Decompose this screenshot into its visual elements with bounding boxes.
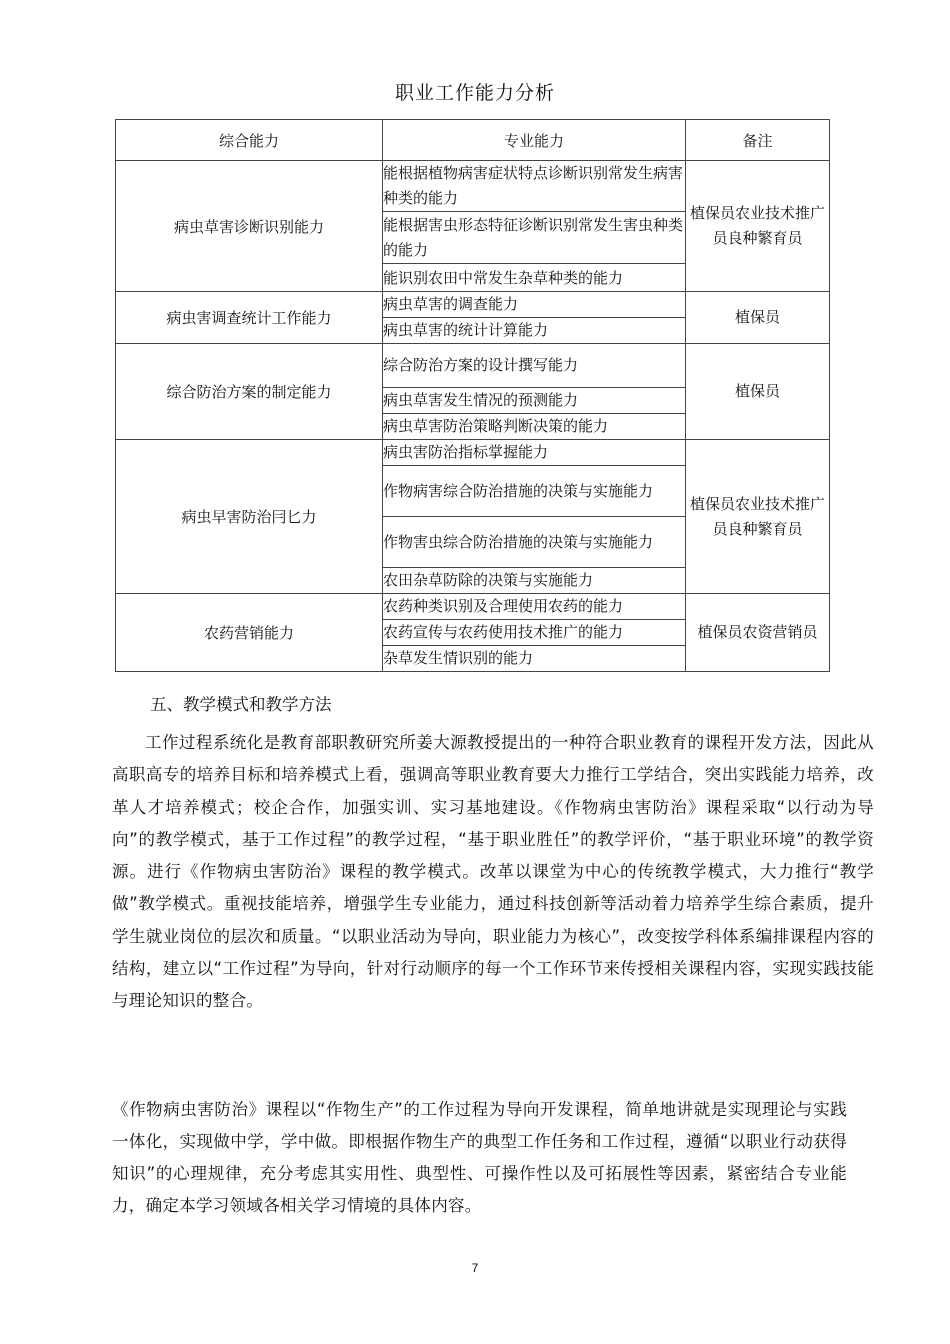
- comprehensive-ability: 农药营销能力: [116, 594, 383, 672]
- professional-ability: 病虫草害的调查能力: [383, 292, 686, 318]
- note-cell: 植保员: [686, 344, 830, 440]
- header-professional: 专业能力: [383, 120, 686, 161]
- table-row: [116, 594, 830, 620]
- header-note: 备注: [686, 120, 830, 161]
- professional-ability: 病虫草害发生情况的预测能力: [383, 388, 686, 414]
- table-row: [116, 344, 830, 388]
- professional-ability: 病虫草害的统计计算能力: [383, 318, 686, 344]
- professional-ability: 农药种类识别及合理使用农药的能力: [383, 594, 686, 620]
- comprehensive-ability: 病虫早害防治冃匕力: [116, 440, 383, 594]
- note-cell: 植保员农业技术推广员良种繁育员: [686, 440, 830, 594]
- professional-ability: 能根据害虫形态特征诊断识别常发生害虫种类的能力: [383, 212, 686, 264]
- professional-ability: 能根据植物病害症状特点诊断识别常发生病害种类的能力: [383, 161, 686, 212]
- table-row: [116, 292, 830, 318]
- table-row: [116, 161, 830, 212]
- comprehensive-ability: 综合防治方案的制定能力: [116, 344, 383, 440]
- professional-ability: 能识别农田中常发生杂草种类的能力: [383, 264, 686, 292]
- page-number: 7: [471, 1261, 479, 1275]
- professional-ability: 农田杂草防除的决策与实施能力: [383, 568, 686, 594]
- body-paragraph-2: 《作物病虫害防治》课程以“作物生产”的工作过程为导向开发课程，简单地讲就是实现理论与实践一体化，实现做中学，学中做。即根据作物生产的典型工作任务和工作过程，遵循“以职业行动获得知识”的心理规律，充分考虑其实用性、典型性、可操作性以及可拓展性等因素，紧密结合专业能力，确定本学习领域各相关学习情境的具体内容。: [112, 1100, 847, 1215]
- professional-ability: 杂草发生情识别的能力: [383, 646, 686, 672]
- comprehensive-ability: 病虫草害诊断识别能力: [116, 161, 383, 292]
- professional-ability: 病虫草害防治策略判断决策的能力: [383, 414, 686, 440]
- note-cell: 植保员农业技术推广员良种繁育员: [686, 161, 830, 292]
- professional-ability: 综合防治方案的设计撰写能力: [383, 344, 686, 388]
- table-row: [116, 440, 830, 466]
- body-paragraph-1: 工作过程系统化是教育部职教研究所姜大源教授提出的一种符合职业教育的课程开发方法，因此从高职高专的培养目标和培养模式上看，强调高等职业教育要大力推行工学结合，突出实践能力培养，改革人才培养模式；校企合作，加强实训、实习基地建设。《作物病虫害防治》课程采取“以行动为导向”的教学模式，基于工作过程”的教学过程，“基于职业胜任”的教学评价，“基于职业环境”的教学资源。进行《作物病虫害防治》课程的教学模式。改革以课堂为中心的传统教学模式，大力推行“教学做”教学模式。重视技能培养，增强学生专业能力，通过科技创新等活动着力培养学生综合素质，提升学生就业岗位的层次和质量。“以职业活动为导向，职业能力为核心”，改变按学科体系编排课程内容的结构，建立以“工作过程”为导向，针对行动顺序的每一个工作环节来传授相关课程内容，实现实践技能与理论知识的整合。: [112, 733, 874, 1011]
- comprehensive-ability: 病虫害调查统计工作能力: [116, 292, 383, 344]
- section-heading: 五、教学模式和教学方法: [150, 695, 332, 714]
- table-header-row: [116, 120, 830, 161]
- professional-ability: 病虫害防治指标掌握能力: [383, 440, 686, 466]
- professional-ability: 农药宣传与农药使用技术推广的能力: [383, 620, 686, 646]
- header-comprehensive: 综合能力: [116, 120, 383, 161]
- professional-ability: 作物病害综合防治措施的决策与实施能力: [383, 466, 686, 517]
- ability-table: [115, 119, 830, 672]
- table-title: 职业工作能力分析: [394, 82, 555, 104]
- note-cell: 植保员农资营销员: [686, 594, 830, 672]
- professional-ability: 作物害虫综合防治措施的决策与实施能力: [383, 517, 686, 568]
- note-cell: 植保员: [686, 292, 830, 344]
